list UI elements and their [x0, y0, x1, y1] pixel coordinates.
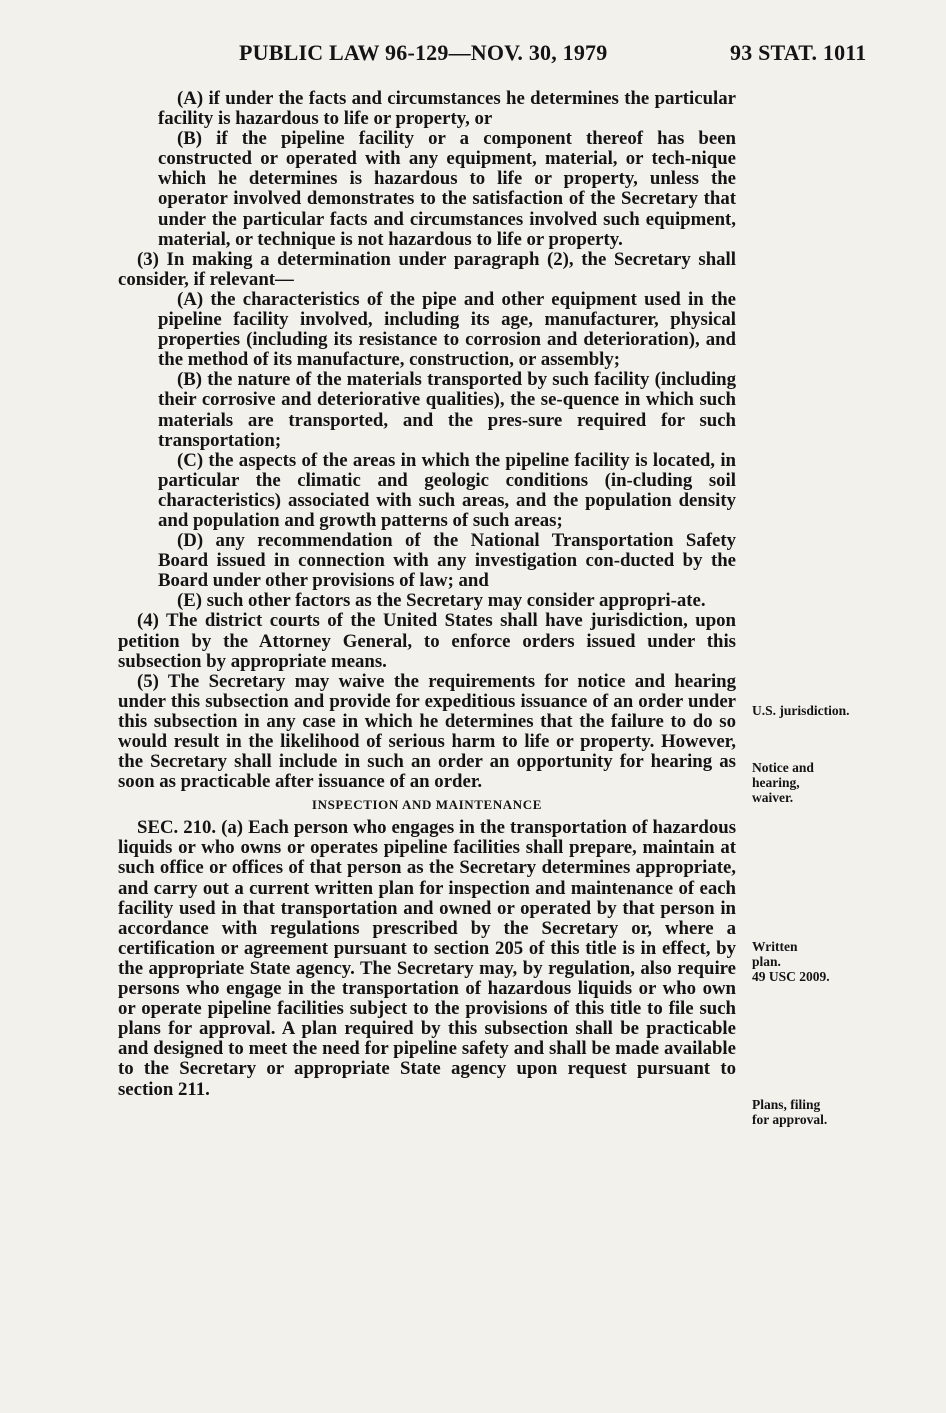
margin-note-line: plan.: [752, 954, 781, 969]
paragraph-3C: (C) the aspects of the areas in which the pipeline facility is located, in particular the climatic and geologic conditions (in-cluding soil characteristics) associated with such areas, and the population density and population and growth patterns of such areas;: [158, 449, 736, 531]
margin-note-notice-hearing: [752, 760, 882, 805]
paragraph-3: (3) In making a determination under paragraph (2), the Secretary shall consider, if relevant—: [118, 248, 736, 290]
paragraph-5: (5) The Secretary may waive the requirements for notice and hearing under this subsection and provide for expeditious issuance of an order under this subsection in any case in which he determines that the failure to do so would result in the likelihood of serious harm to life or property. However, the Secretary shall include in such an order an opportunity for hearing as soon as practicable after issuance of an order.: [118, 670, 736, 793]
margin-note-jurisdiction: [752, 703, 882, 718]
margin-note-line: Notice and: [752, 760, 814, 775]
paragraph-3E: (E) such other factors as the Secretary may consider appropri-ate.: [177, 590, 706, 612]
margin-note-line: waiver.: [752, 790, 794, 805]
margin-note-line: Written: [752, 939, 798, 954]
margin-note-line: for approval.: [752, 1112, 828, 1127]
page-header: [0, 40, 946, 74]
margin-note-written-plan: [752, 939, 882, 984]
paragraph-2B: (B) if the pipeline facility or a component thereof has been constructed or operated with any equipment, material, or tech-nique which he determines is hazardous to life or property, unless the operator involved demonstrates to the satisfaction of the Secretary that under the particular facts and circumstances involved such equipment, material, or technique is not hazardous to life or property.: [158, 128, 736, 250]
stat-page-number: 93 STAT. 1011: [730, 40, 867, 65]
running-head: PUBLIC LAW 96-129—NOV. 30, 1979: [239, 40, 608, 65]
section-heading: INSPECTION AND MAINTENANCE: [311, 797, 543, 813]
body-text: [118, 89, 736, 1100]
paragraph-4: (4) The district courts of the United States shall have jurisdiction, upon petition by the Attorney General, to enforce orders issued under this subsection by appropriate means.: [118, 610, 736, 672]
paragraph-3A: (A) the characteristics of the pipe and other equipment used in the pipeline facility involved, including its age, manufacturer, physical properties (including its resistance to corrosion and deterioration), and the method of its manufacture, construction, or assembly;: [158, 288, 736, 371]
margin-note-line: 49 USC 2009.: [752, 969, 830, 984]
margin-note-line: U.S. jurisdiction.: [752, 703, 850, 718]
paragraph-2A: (A) if under the facts and circumstances he determines the particular facility is hazardous to life or property, or: [158, 88, 736, 130]
margin-note-line: Plans, filing: [752, 1097, 821, 1112]
paragraph-3D: (D) any recommendation of the National Transportation Safety Board issued in connection with any investigation con-ducted by the Board under other provisions of law; and: [158, 530, 736, 592]
margin-note-plans-filing: [752, 1097, 882, 1127]
paragraph-3B: (B) the nature of the materials transported by such facility (including their corrosive and deteriorative qualities), the se-quence in which such materials are transported, and the pres-sure required for such transportation;: [158, 369, 736, 451]
margin-note-line: hearing,: [752, 775, 800, 790]
section-210a: SEC. 210. (a) Each person who engages in the transportation of hazardous liquids or who owns or operates pipeline facilities shall prepare, maintain at such office or offices of that person as the Secretary determines appropriate, and carry out a current written plan for inspection and maintenance of each facility used in that transportation and owned or operated by that person in accordance with regulations prescribed by the Secretary or, where a certification or agreement pursuant to section 205 of this title is in effect, by the appropriate State agency. The Secretary may, by regulation, also require persons who engage in the transportation of hazardous liquids or who own or operate pipeline facilities subject to the provisions of this title to file such plans for approval. A plan required by this subsection shall be practicable and designed to meet the need for pipeline safety and shall be made available to the Secretary or appropriate State agency upon request pursuant to section 211.: [118, 817, 736, 1100]
